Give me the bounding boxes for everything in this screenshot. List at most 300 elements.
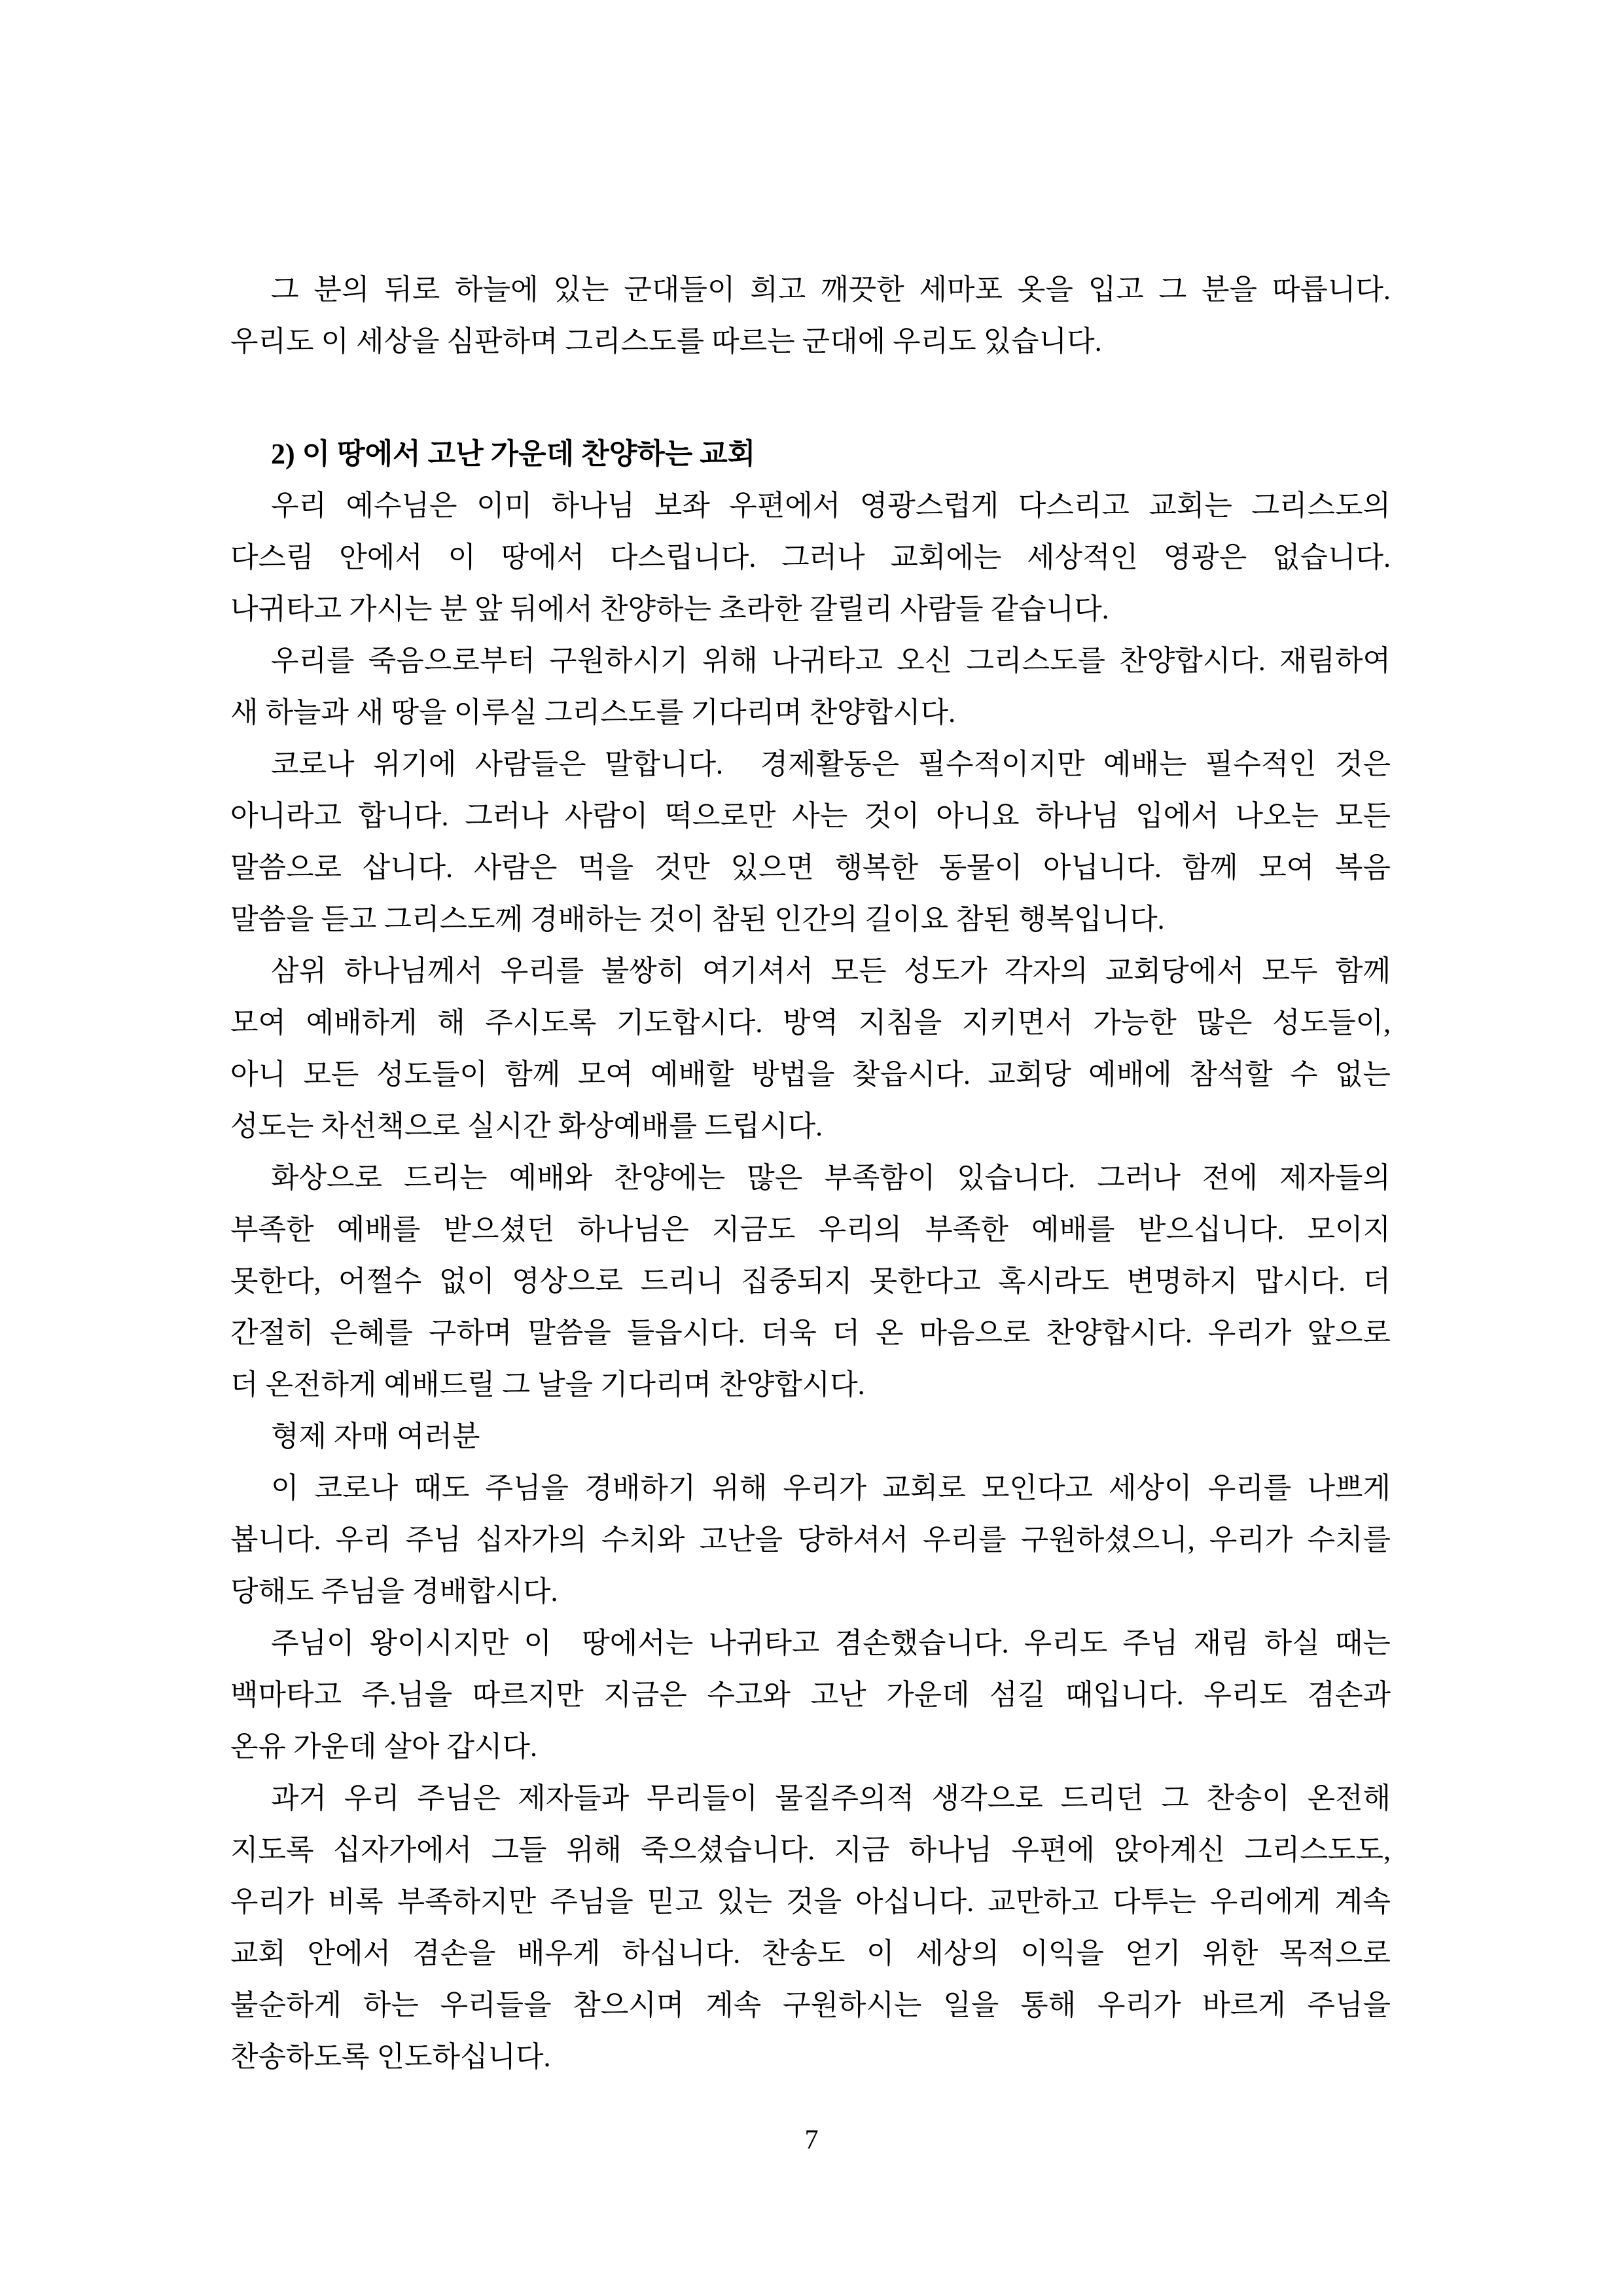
word: 바르게 (1202, 1989, 1286, 2021)
word: 예배와 (508, 1162, 593, 1194)
word: 변명하지 (1126, 1265, 1238, 1297)
word: 하나님은 (577, 1213, 689, 1246)
word: 그러나 (465, 800, 548, 832)
word: 앞으로 (1307, 1317, 1391, 1349)
text-line: 성도는 차선책으로 실시간 화상예배를 드립시다. (230, 1110, 823, 1142)
word: 드리던 (1060, 1782, 1144, 1814)
word: 복음 (1334, 852, 1391, 884)
word: 온전해 (1307, 1782, 1391, 1814)
text-line (230, 1824, 1391, 1876)
word: 예배할 (651, 1058, 734, 1090)
paragraph (230, 635, 1391, 738)
word: 예배를 (336, 1213, 421, 1246)
word: 그 (1161, 1782, 1189, 1814)
word: 우편에 (1011, 1834, 1095, 1866)
word: 분의 (313, 274, 370, 306)
word: 방법을 (751, 1058, 835, 1090)
word: 봅니다. (230, 1524, 321, 1556)
text-line: 새 하늘과 새 땅을 이루실 그리스도를 기다리며 찬양합시다. (230, 696, 956, 728)
word: 찬송이 (1206, 1782, 1290, 1814)
word: 희고 (750, 274, 806, 306)
word: 방역 (782, 1007, 838, 1039)
word: 코로나 (314, 1472, 399, 1504)
text-line: 찬송하도록 인도하십니다. (230, 2041, 551, 2073)
text-line: 당해도 주님을 경배합시다. (230, 1575, 558, 1607)
word: 아니 (230, 1058, 287, 1090)
word: 모든 (1334, 800, 1391, 832)
word: 하나님 (551, 490, 635, 522)
word: 그러나 (1097, 1162, 1181, 1194)
word: 우리 (271, 490, 327, 522)
word: 어쩔수 (338, 1265, 422, 1297)
word: 예수님은 (346, 490, 457, 522)
text-line (230, 1772, 1391, 1824)
text-line (230, 1514, 1391, 1566)
word: 온 (876, 1317, 904, 1349)
word: 배우게 (517, 1937, 601, 1969)
word: 그들 (491, 1834, 547, 1866)
word: 받으십니다. (1137, 1213, 1285, 1246)
word: 다스리고 (1018, 490, 1130, 522)
word: 동물이 (938, 852, 1023, 884)
text-line (230, 1307, 1391, 1359)
word: 성도들이 (376, 1058, 488, 1090)
text-line (230, 1204, 1391, 1255)
word: 우리도 (1024, 1627, 1108, 1659)
word: 있습니다. (957, 1162, 1076, 1194)
word: 참으시며 (573, 1989, 685, 2021)
word: 그러나 (781, 541, 865, 573)
word: 주님 (405, 1524, 461, 1556)
word: 위해 (702, 645, 758, 677)
word: 따릅니다. (1272, 274, 1391, 306)
word: 생각으로 (931, 1782, 1043, 1814)
text-line (230, 1876, 1391, 1928)
word: 예배를 (1031, 1213, 1115, 1246)
word: 구하며 (428, 1317, 512, 1349)
word: 찬양합시다. (1119, 645, 1266, 677)
word: 있는 (553, 274, 609, 306)
word: 아닙니다. (1043, 852, 1162, 884)
word: 모인다고 (981, 1472, 1093, 1504)
word: 우편에서 (729, 490, 841, 522)
text-line (230, 1152, 1391, 1204)
word: 교만하고 (988, 1886, 1099, 1918)
word: 사는 (792, 800, 848, 832)
word: 우리가 (1097, 1989, 1181, 2021)
word: 필수적인 (1205, 748, 1317, 780)
word: 그 (1158, 274, 1187, 306)
word: 경배하기 (584, 1472, 696, 1504)
word: 구원하셨으니, (1020, 1524, 1195, 1556)
word: 불순하게 (230, 1989, 342, 2021)
word: 참석할 (1189, 1058, 1273, 1090)
word: 일을 (943, 1989, 999, 2021)
word: 여기셔서 (702, 955, 813, 987)
word: 함께 (505, 1058, 561, 1090)
word: 통해 (1020, 1989, 1077, 2021)
word: 고난을 (699, 1524, 783, 1556)
word: 물질주의적 (775, 1782, 914, 1814)
word: 구원하시기 (548, 645, 688, 677)
word: 아니라고 (230, 800, 342, 832)
word: 예배하게 (306, 1007, 418, 1039)
word: 모두 (1262, 955, 1318, 987)
word: 믿고 (647, 1886, 703, 1918)
word: 목적으로 (1279, 1937, 1391, 1969)
word: 우리의 (818, 1213, 902, 1246)
word: 말씀을 (527, 1317, 611, 1349)
word: 때입니다. (1065, 1679, 1184, 1711)
word: 영상으로 (512, 1265, 624, 1297)
word: 세마포 (919, 274, 1003, 306)
word: 십자가의 (475, 1524, 587, 1556)
word: 우리들을 (440, 1989, 552, 2021)
word: 십자가에서 (332, 1834, 473, 1866)
word: 위해 (565, 1834, 622, 1866)
word: 땅에서는 (582, 1627, 694, 1659)
word: 제자들의 (1279, 1162, 1391, 1194)
word: 하나님 (1035, 800, 1120, 832)
word: 합니다. (357, 800, 449, 832)
word: 삼위 (271, 955, 327, 987)
word: 혹시라도 (997, 1265, 1109, 1297)
word: 이 (271, 1472, 299, 1504)
document-body (230, 264, 1391, 2083)
word: 우리도 (1204, 1679, 1287, 1711)
word: 죽음으로부터 (368, 645, 535, 677)
word: 성도가 (904, 955, 988, 987)
word: 다스립니다. (609, 541, 757, 573)
text-line (230, 1255, 1391, 1307)
paragraph (230, 738, 1391, 945)
word: 사람이 (564, 800, 649, 832)
word: 화상으로 (271, 1162, 383, 1194)
word: 앉아계신 (1114, 1834, 1226, 1866)
word: 지금 (834, 1834, 890, 1866)
page-number: 7 (804, 2125, 819, 2155)
text-line (230, 1617, 1391, 1669)
word: 말씀으로 (230, 852, 342, 884)
heading-line: 2) 이 땅에서 고난 가운데 찬양하는 교회 (271, 438, 756, 470)
word: 간절히 (230, 1317, 314, 1349)
word: 우리가 (1209, 1524, 1293, 1556)
word: 나귀타고 (771, 645, 883, 677)
word: 옷을 (1017, 274, 1073, 306)
word: 경제활동은 (760, 748, 900, 780)
word: 부족하지만 (397, 1886, 537, 1918)
word: 아니요 (936, 800, 1020, 832)
text-line (230, 1049, 1391, 1100)
word: 그리스도도, (1244, 1834, 1391, 1866)
word: 교회당에서 (1105, 955, 1245, 987)
word: 것을 (785, 1886, 842, 1918)
word: 행복한 (834, 852, 919, 884)
word: 이 (524, 1627, 552, 1659)
word: 위한 (1202, 1937, 1258, 1969)
word: 하는 (363, 1989, 419, 2021)
word: 먹을 (578, 852, 634, 884)
word: 교회에는 (890, 541, 1002, 573)
word: 지키면서 (961, 1007, 1073, 1039)
word: 떡으로만 (664, 800, 776, 832)
word: 수치를 (1307, 1524, 1391, 1556)
word: 이 (448, 541, 476, 573)
word: 것은 (1334, 748, 1391, 780)
text-line: 온유 가운데 살아 갑시다. (230, 1731, 538, 1763)
word: 모여 (230, 1007, 287, 1039)
word: 그 (271, 274, 299, 306)
section-heading (230, 428, 1391, 480)
word: 못한다고 (869, 1265, 981, 1297)
word: 부족한 (230, 1213, 314, 1246)
word: 성도들이, (1272, 1007, 1391, 1039)
word: 그리스도의 (1251, 490, 1391, 522)
word: 가운데 (886, 1679, 970, 1711)
word: 교회당 (988, 1058, 1071, 1090)
word: 뒤로 (384, 274, 440, 306)
word: 더 (1363, 1265, 1391, 1297)
text-line (230, 531, 1391, 583)
word: 과거 (271, 1782, 327, 1814)
word: 영광스럽게 (859, 490, 999, 522)
word: 없이 (438, 1265, 495, 1297)
word: 지침을 (858, 1007, 942, 1039)
word: 우리를 (500, 955, 584, 987)
word: 나귀타고 (708, 1627, 820, 1659)
word: 얻기 (1125, 1937, 1181, 1969)
word: 예배는 (1103, 748, 1187, 780)
word: 나오는 (1235, 800, 1319, 832)
word: 부족한 (925, 1213, 1008, 1246)
text-line (230, 738, 1391, 790)
word: 찾읍시다. (851, 1058, 971, 1090)
word: 필수적이지만 (918, 748, 1085, 780)
paragraph (230, 1772, 1391, 2083)
word: 주님을 (1307, 1989, 1391, 2021)
word: 수치와 (601, 1524, 685, 1556)
word: 다투는 (1113, 1886, 1196, 1918)
text-line: 형제 자매 여러분 (271, 1420, 480, 1452)
word: 받으셨던 (443, 1213, 555, 1246)
word: 우리가 (230, 1886, 314, 1918)
word: 왕이시지만 (369, 1627, 509, 1659)
word: 때도 (414, 1472, 470, 1504)
text-line (230, 790, 1391, 842)
word: 무리들이 (646, 1782, 758, 1814)
word: 아십니다. (855, 1886, 974, 1918)
word: 깨끗한 (821, 274, 904, 306)
word: 없습니다. (1272, 541, 1391, 573)
text-line (230, 945, 1391, 997)
word: 안에서 (339, 541, 423, 573)
word: 찬양에는 (614, 1162, 726, 1194)
word: 이익을 (1020, 1937, 1104, 1969)
word: 안에서 (307, 1937, 391, 1969)
word: 많은 (747, 1162, 803, 1194)
word: 삽니다. (362, 852, 454, 884)
text-line (230, 842, 1391, 893)
word: 부족함이 (824, 1162, 936, 1194)
word: 비록 (327, 1886, 383, 1918)
word: 하나님께서 (344, 955, 484, 987)
word: 세상의 (916, 1937, 999, 1969)
word: 나쁘게 (1307, 1472, 1391, 1504)
word: 교회로 (882, 1472, 966, 1504)
word: 많은 (1196, 1007, 1253, 1039)
text-line: 더 온전하게 예배드릴 그 날을 기다리며 찬양합시다. (230, 1369, 865, 1401)
word: 모여 (1258, 852, 1315, 884)
text-line (230, 1928, 1391, 1979)
word: 우리 (344, 1782, 400, 1814)
word: 우리를 (1207, 1472, 1292, 1504)
word: 재림 (1193, 1627, 1249, 1659)
word: 당하셔서 (797, 1524, 909, 1556)
word: 사람들은 (474, 748, 586, 780)
word: 하십니다. (622, 1937, 741, 1969)
word: 주님을 (485, 1472, 569, 1504)
word: 더욱 (760, 1317, 817, 1349)
word: 함께 (1334, 955, 1391, 987)
word: 예배에 (1088, 1058, 1172, 1090)
word: 은혜를 (329, 1317, 413, 1349)
word: 입에서 (1135, 800, 1219, 832)
word: 보좌 (654, 490, 710, 522)
word: 집중되지 (741, 1265, 853, 1297)
word: 함께 (1182, 852, 1238, 884)
word: 모든 (303, 1058, 359, 1090)
word: 땅에서 (501, 541, 585, 573)
word: 섬길 (990, 1679, 1046, 1711)
word: 지금은 (603, 1679, 687, 1711)
word: 우리 (335, 1524, 391, 1556)
word: 주님을 (550, 1886, 633, 1918)
word: 이미 (476, 490, 533, 522)
paragraph (230, 1462, 1391, 1617)
word: 지도록 (230, 1834, 314, 1866)
word: 것이 (864, 800, 920, 832)
text-line (230, 480, 1391, 531)
word: 분을 (1202, 274, 1258, 306)
text-line: 우리도 이 세상을 심판하며 그리스도를 따르는 군대에 우리도 있습니다. (230, 325, 1102, 357)
paragraph (230, 1152, 1391, 1410)
word: 겸손했습니다. (834, 1627, 1009, 1659)
word: 하나님 (908, 1834, 993, 1866)
paragraph (230, 1410, 1391, 1462)
word: 찬양합시다. (1046, 1317, 1192, 1349)
text-line (230, 997, 1391, 1049)
paragraph (230, 945, 1391, 1152)
text-line (230, 1669, 1391, 1721)
word: 교회는 (1149, 490, 1232, 522)
text-line: 말씀을 듣고 그리스도께 경배하는 것이 참된 인간의 길이요 참된 행복입니다. (230, 903, 1165, 935)
word: 죽으셨습니다. (641, 1834, 815, 1866)
word: 찬송도 (761, 1937, 846, 1969)
word: 하늘에 (455, 274, 539, 306)
word: 주시도록 (485, 1007, 597, 1039)
word: 주.님을 (361, 1679, 453, 1711)
word: 전에 (1202, 1162, 1258, 1194)
word: 주님 (1122, 1627, 1179, 1659)
text-line (230, 264, 1391, 315)
word: 모든 (830, 955, 887, 987)
word: 더 (832, 1317, 861, 1349)
word: 있으면 (730, 852, 814, 884)
word: 위해 (711, 1472, 768, 1504)
text-line (230, 1462, 1391, 1514)
word: 입고 (1088, 274, 1144, 306)
text-line (230, 1979, 1391, 2031)
text-line (230, 635, 1391, 687)
word: 주님은 (417, 1782, 501, 1814)
word: 들읍시다. (626, 1317, 745, 1349)
word: 코로나 (271, 748, 355, 780)
word: 불쌍히 (601, 955, 685, 987)
paragraph (230, 480, 1391, 635)
word: 맙시다. (1255, 1265, 1346, 1297)
word: 따르지만 (472, 1679, 584, 1711)
word: 것만 (654, 852, 710, 884)
word: 구원하시는 (782, 1989, 922, 2021)
word: 그리스도를 (966, 645, 1105, 677)
word: 마음으로 (919, 1317, 1031, 1349)
word: 모이지 (1307, 1213, 1391, 1246)
word: 겸손과 (1307, 1679, 1391, 1711)
word: 계속 (1334, 1886, 1391, 1918)
word: 우리가 (1207, 1317, 1292, 1349)
word: 우리가 (783, 1472, 867, 1504)
word: 영광은 (1163, 541, 1247, 573)
word: 교회 (230, 1937, 287, 1969)
word: 주님이 (271, 1627, 355, 1659)
word: 오신 (897, 645, 953, 677)
word: 고난 (810, 1679, 866, 1711)
word: 모여 (577, 1058, 633, 1090)
word: 드리니 (640, 1265, 724, 1297)
word: 위기에 (372, 748, 457, 780)
text-line: 나귀타고 가시는 분 앞 뒤에서 찬양하는 초라한 갈릴리 사람들 같습니다. (230, 593, 1109, 625)
word: 겸손을 (412, 1937, 496, 1969)
word: 없는 (1334, 1058, 1391, 1090)
word: 세상이 (1109, 1472, 1192, 1504)
word: 재림하여 (1279, 645, 1391, 677)
word: 때는 (1334, 1627, 1391, 1659)
word: 제자들과 (518, 1782, 630, 1814)
word: 못한다, (230, 1265, 321, 1297)
word: 이 (866, 1937, 895, 1969)
word: 각자의 (1005, 955, 1088, 987)
word: 드리는 (404, 1162, 488, 1194)
word: 계속 (705, 1989, 762, 2021)
word: 있는 (716, 1886, 772, 1918)
word: 사람은 (473, 852, 558, 884)
word: 수고와 (707, 1679, 791, 1711)
paragraph (230, 264, 1391, 367)
word: 다스림 (230, 541, 314, 573)
word: 지금도 (711, 1213, 796, 1246)
paragraph (230, 1617, 1391, 1772)
word: 가능한 (1093, 1007, 1177, 1039)
word: 우리에게 (1209, 1886, 1321, 1918)
word: 기도합시다. (616, 1007, 763, 1039)
word: 군대들이 (624, 274, 736, 306)
word: 말합니다. (604, 748, 723, 780)
word: 백마타고 (230, 1679, 342, 1711)
word: 세상적인 (1027, 541, 1139, 573)
word: 해 (437, 1007, 465, 1039)
word: 수 (1289, 1058, 1318, 1090)
word: 우리를 (923, 1524, 1007, 1556)
